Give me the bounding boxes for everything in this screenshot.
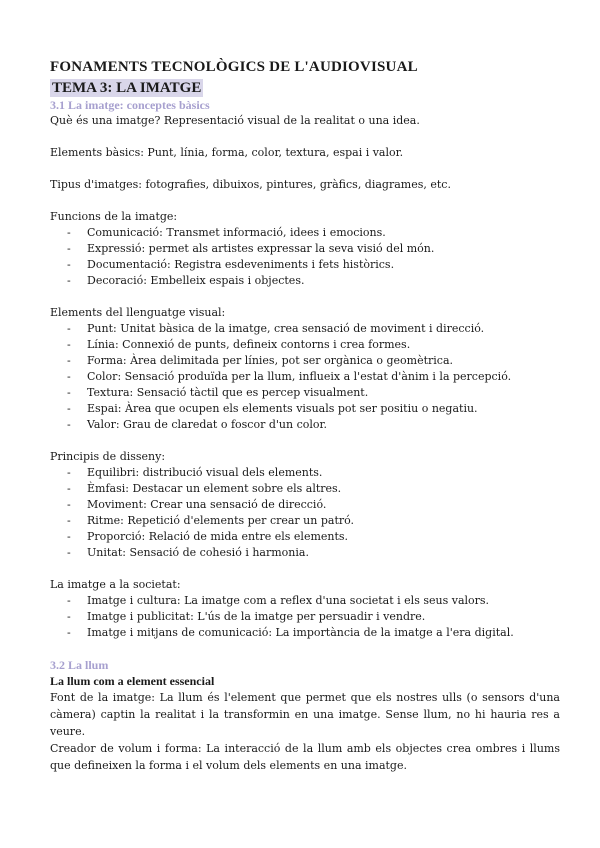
what-is-image-text: Què és una imatge? Representació visual de la realitat o una idea. bbox=[50, 114, 420, 127]
paragraph-volume-form: Creador de volum i forma: La interacció de la llum amb els objectes crea ombres i llums que defineixen la forma i el volum dels elements en una imatge. bbox=[50, 742, 560, 772]
list-item: - Comunicació: Transmet informació, idees i emocions. bbox=[50, 225, 560, 241]
list-item: - Línia: Connexió de punts, defineix contorns i crea formes. bbox=[50, 337, 560, 353]
section-heading-3-1: 3.1 La imatge: conceptes bàsics bbox=[50, 98, 210, 112]
design-principles-label: Principis de disseny: bbox=[50, 450, 166, 463]
list-item: - Imatge i mitjans de comunicació: La importància de la imatge a l'era digital. bbox=[50, 625, 560, 641]
visual-language-label: Elements del llenguatge visual: bbox=[50, 306, 226, 319]
list-item: - Imatge i publicitat: L'ús de la imatge per persuadir i vendre. bbox=[50, 609, 560, 625]
subsection-heading: La llum com a element essencial bbox=[50, 674, 215, 688]
basic-elements-text: Elements bàsics: Punt, línia, forma, color, textura, espai i valor. bbox=[50, 146, 404, 159]
paragraph-light-source: Font de la imatge: La llum és l'element que permet que els nostres ulls (o sensors d'una càmera) captin la realitat i la transformin en una imatge. Sense llum, no hi hauria res a veure. bbox=[50, 691, 560, 738]
list-item: - Color: Sensació produïda per la llum, influeix a l'estat d'ànim i la percepció. bbox=[50, 369, 560, 385]
society-label: La imatge a la societat: bbox=[50, 578, 181, 591]
list-item: - Proporció: Relació de mida entre els elements. bbox=[50, 529, 560, 545]
section-heading-3-2: 3.2 La llum bbox=[50, 658, 109, 672]
list-item: - Textura: Sensació tàctil que es percep visualment. bbox=[50, 385, 560, 401]
list-item: - Èmfasi: Destacar un element sobre els altres. bbox=[50, 481, 560, 497]
list-item: - Espai: Àrea que ocupen els elements visuals pot ser positiu o negatiu. bbox=[50, 401, 560, 417]
society-list bbox=[50, 593, 560, 641]
functions-label: Funcions de la imatge: bbox=[50, 210, 178, 223]
list-item: - Expressió: permet als artistes expressar la seva visió del món. bbox=[50, 241, 560, 257]
list-item: - Ritme: Repetició d'elements per crear un patró. bbox=[50, 513, 560, 529]
list-item: - Forma: Àrea delimitada per línies, pot ser orgànica o geomètrica. bbox=[50, 353, 560, 369]
list-item: - Unitat: Sensació de cohesió i harmonia. bbox=[50, 545, 560, 561]
design-principles-list bbox=[50, 465, 560, 561]
functions-list bbox=[50, 225, 560, 289]
image-types-text: Tipus d'imatges: fotografies, dibuixos, pintures, gràfics, diagrames, etc. bbox=[50, 178, 451, 191]
list-item: - Documentació: Registra esdeveniments i fets històrics. bbox=[50, 257, 560, 273]
visual-language-list bbox=[50, 321, 560, 433]
list-item: - Imatge i cultura: La imatge com a reflex d'una societat i els seus valors. bbox=[50, 593, 560, 609]
list-item: - Equilibri: distribució visual dels elements. bbox=[50, 465, 560, 481]
list-item: - Decoració: Embelleix espais i objectes. bbox=[50, 273, 560, 289]
document-content bbox=[50, 57, 560, 774]
list-item: - Valor: Grau de claredat o foscor d'un color. bbox=[50, 417, 560, 433]
list-item: - Punt: Unitat bàsica de la imatge, crea sensació de moviment i direcció. bbox=[50, 321, 560, 337]
document-title: FONAMENTS TECNOLÒGICS DE L'AUDIOVISUAL bbox=[50, 59, 418, 75]
topic-title: TEMA 3: LA IMATGE bbox=[52, 80, 202, 96]
list-item: - Moviment: Crear una sensació de direcció. bbox=[50, 497, 560, 513]
